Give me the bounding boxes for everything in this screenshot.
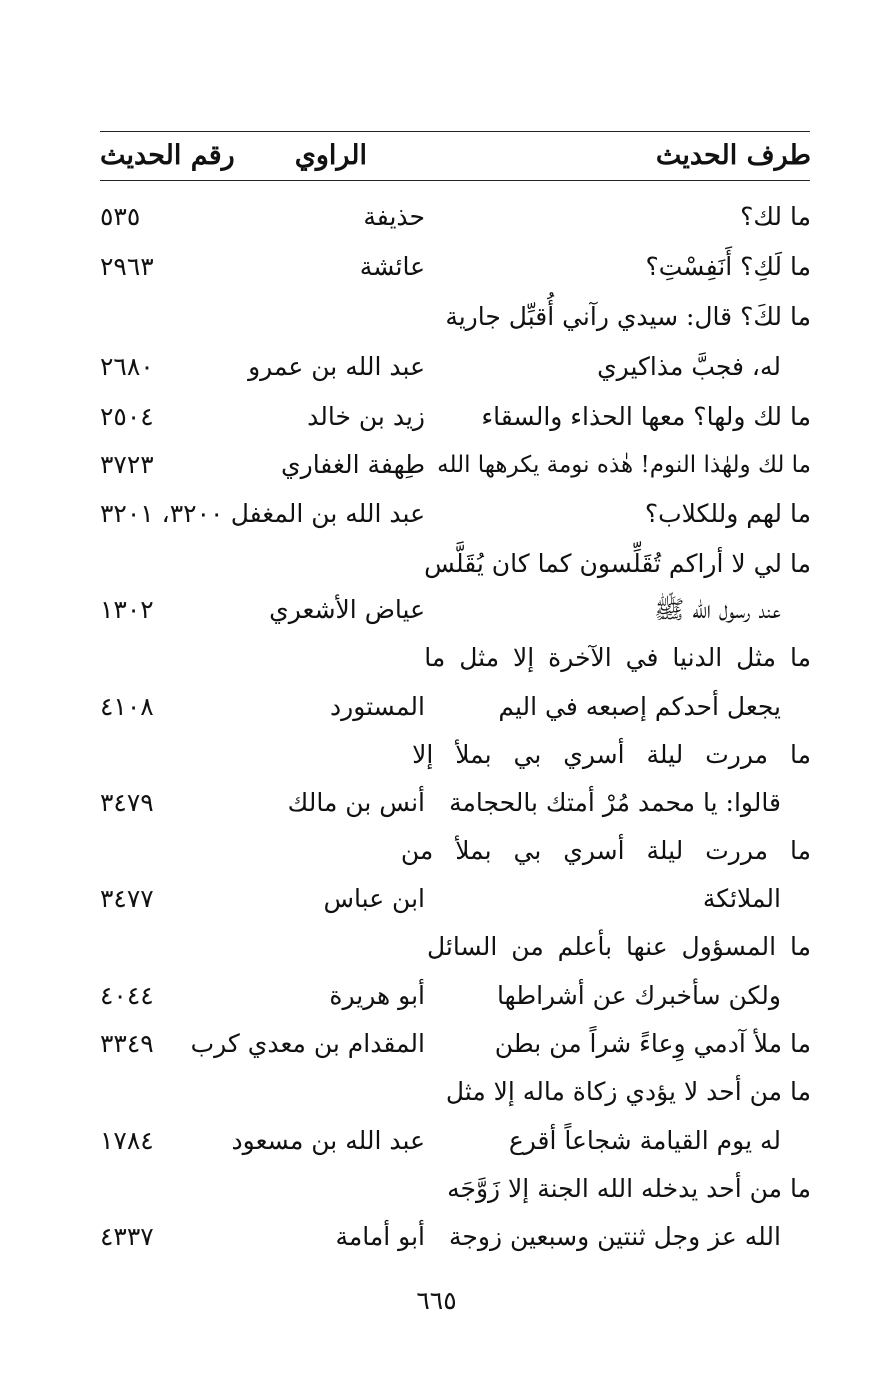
table-row bbox=[0, 293, 873, 341]
header-rule bbox=[100, 180, 810, 181]
hadith-number: ٣٧٢٣ bbox=[100, 450, 154, 479]
table-row bbox=[0, 243, 873, 291]
header-number: رقم الحديث bbox=[100, 140, 235, 171]
top-rule bbox=[100, 131, 810, 132]
table-row bbox=[0, 586, 873, 634]
hadith-text: ما لي لا أراكم تُقَلِّسون كما كان يُقَلَّس bbox=[424, 549, 811, 578]
hadith-text: ما من أحد لا يؤدي زكاة ماله إلا مثل bbox=[445, 1077, 811, 1106]
hadith-text: ما مررت ليلة أسري بي بملأ إلا bbox=[412, 740, 811, 769]
table-row bbox=[0, 1165, 873, 1213]
hadith-text: ما المسؤول عنها بأعلم من السائل bbox=[426, 932, 811, 961]
table-row bbox=[0, 393, 873, 441]
narrator: طِهفة الغفاري bbox=[281, 450, 425, 479]
narrator: أبو هريرة bbox=[329, 981, 425, 1010]
table-row bbox=[0, 1117, 873, 1165]
table-row bbox=[0, 972, 873, 1020]
hadith-text: له يوم القيامة شجاعاً أقرع bbox=[508, 1126, 781, 1155]
hadith-text: ما ملأ آدمي وِعاءً شراً من بطن bbox=[494, 1029, 811, 1058]
hadith-text: ما لهم وللكلاب؟ bbox=[644, 499, 811, 528]
table-row bbox=[0, 731, 873, 779]
hadith-number: ٣٢٠٠، ٣٢٠١ bbox=[100, 499, 224, 528]
narrator: حذيفة bbox=[363, 202, 425, 231]
narrator: المقدام بن معدي كرب bbox=[190, 1029, 425, 1058]
hadith-number: ٣٤٧٧ bbox=[100, 884, 154, 913]
hadith-text: ما لكَ؟ قال: سيدي رآني أُقبِّل جارية bbox=[445, 302, 811, 331]
narrator: المستورد bbox=[330, 692, 425, 721]
narrator: زيد بن خالد bbox=[307, 402, 425, 431]
hadith-text: قالوا: يا محمد مُرْ أمتك بالحجامة bbox=[449, 788, 781, 817]
narrator: عبد الله بن مسعود bbox=[231, 1126, 425, 1155]
header-hadith: طرف الحديث bbox=[655, 140, 811, 171]
hadith-number: ٤١٠٨ bbox=[100, 692, 154, 721]
header-narrator: الراوي bbox=[294, 140, 367, 171]
table-row bbox=[0, 441, 873, 489]
hadith-text: ما لَكِ؟ أَنَفِسْتِ؟ bbox=[645, 252, 811, 281]
narrator: عبد الله بن المغفل bbox=[230, 499, 425, 528]
hadith-number: ٢٦٨٠ bbox=[100, 352, 154, 381]
table-row bbox=[0, 827, 873, 875]
narrator: أنس بن مالك bbox=[287, 788, 425, 817]
table-row bbox=[0, 193, 873, 241]
hadith-text: ما لك؟ bbox=[740, 202, 811, 231]
hadith-text: ولكن سأخبرك عن أشراطها bbox=[497, 981, 781, 1010]
hadith-text: ما مررت ليلة أسري بي بملأ من bbox=[400, 836, 811, 865]
hadith-number: ٢٥٠٤ bbox=[100, 402, 154, 431]
table-row bbox=[0, 923, 873, 971]
narrator: عبد الله بن عمرو bbox=[248, 352, 425, 381]
table-row bbox=[0, 779, 873, 827]
hadith-text: الله عز وجل ثنتين وسبعين زوجة bbox=[449, 1222, 781, 1251]
page-number: ٦٦٥ bbox=[416, 1286, 457, 1315]
table-row bbox=[0, 540, 873, 588]
table-row bbox=[0, 1068, 873, 1116]
narrator: عائشة bbox=[359, 252, 425, 281]
table-row bbox=[0, 1213, 873, 1261]
table-row bbox=[0, 343, 873, 391]
hadith-number: ١٧٨٤ bbox=[100, 1126, 154, 1155]
hadith-text: يجعل أحدكم إصبعه في اليم bbox=[498, 692, 781, 721]
table-row bbox=[0, 634, 873, 682]
hadith-text: ما لك ولها؟ معها الحذاء والسقاء bbox=[481, 402, 811, 431]
hadith-text: ما مثل الدنيا في الآخرة إلا مثل ما bbox=[424, 643, 811, 672]
hadith-number: ٣٤٧٩ bbox=[100, 788, 154, 817]
hadith-number: ٤٠٤٤ bbox=[100, 981, 154, 1010]
narrator: ابن عباس bbox=[323, 884, 425, 913]
hadith-text: له، فجبَّ مذاكيري bbox=[597, 352, 781, 381]
narrator: أبو أمامة bbox=[335, 1222, 425, 1251]
narrator: عياض الأشعري bbox=[269, 595, 425, 624]
table-row bbox=[0, 875, 873, 923]
table-row bbox=[0, 1020, 873, 1068]
hadith-text: الملائكة bbox=[702, 884, 781, 913]
hadith-text: ما لك ولهٰذا النوم! هٰذه نومة يكرهها الله bbox=[437, 452, 811, 478]
hadith-text: عند رسول الله ﷺ bbox=[654, 595, 781, 624]
hadith-text: ما من أحد يدخله الله الجنة إلا زَوَّجَه bbox=[447, 1174, 811, 1203]
table-row bbox=[0, 490, 873, 538]
hadith-number: ٤٣٣٧ bbox=[100, 1222, 154, 1251]
table-row bbox=[0, 683, 873, 731]
hadith-number: ٢٩٦٣ bbox=[100, 252, 154, 281]
hadith-number: ١٣٠٢ bbox=[100, 595, 154, 624]
hadith-number: ٥٣٥ bbox=[100, 202, 141, 231]
hadith-number: ٣٣٤٩ bbox=[100, 1029, 154, 1058]
